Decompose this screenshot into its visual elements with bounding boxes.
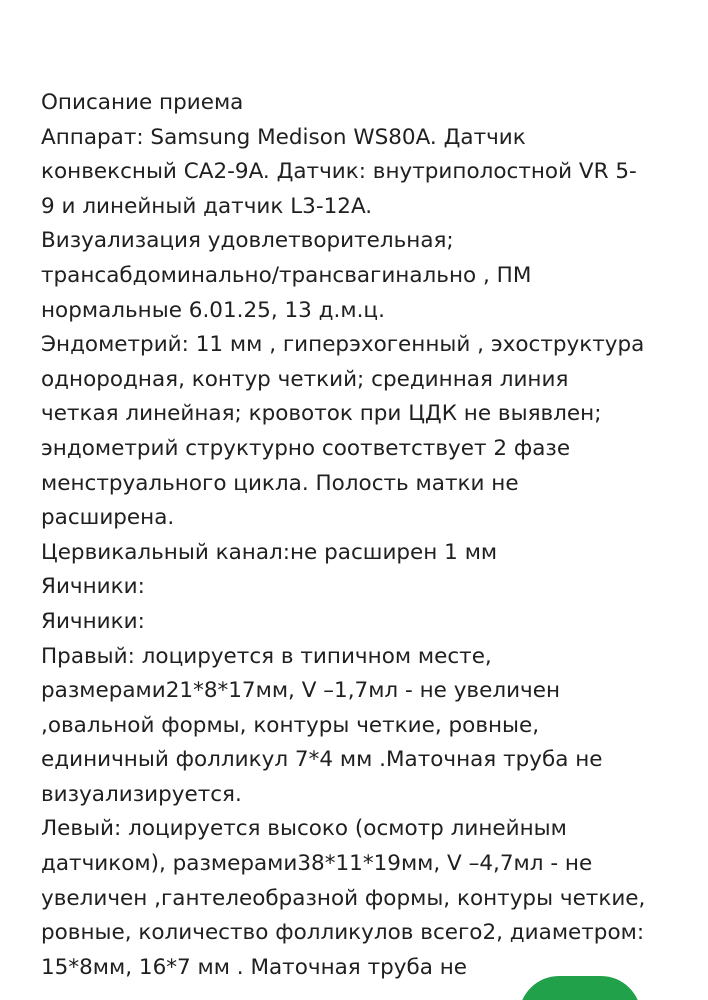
- text-line: Визуализация удовлетворительная;: [41, 228, 454, 254]
- text-line: ровные, количество фолликулов всего2, диаметром:: [41, 920, 645, 946]
- text-line: однородная, контур четкий; срединная линия: [41, 366, 569, 392]
- text-line: Эндометрий: 11 мм , гиперэхогенный , эхоструктура: [41, 332, 645, 358]
- text-line: увеличен ,гантелеобразной формы, контуры четкие,: [41, 885, 646, 911]
- text-line: размерами21*8*17мм, V –1,7мл - не увеличен: [41, 678, 561, 704]
- text-line: Описание приема: [41, 90, 244, 115]
- text-line: единичный фолликул 7*4 мм .Маточная труба не: [41, 747, 603, 773]
- text-line: визуализируется.: [41, 781, 242, 807]
- text-line: Левый: лоцируется высоко (осмотр линейным: [41, 816, 567, 842]
- text-line: эндометрий структурно соответствует 2 фазе: [41, 435, 571, 461]
- text-line: 9 и линейный датчик L3-12A.: [41, 193, 373, 219]
- text-line: нормальные 6.01.25, 13 д.м.ц.: [41, 297, 385, 323]
- text-line: менструального цикла. Полость матки не: [41, 470, 519, 496]
- text-line: 15*8мм, 16*7 мм . Маточная труба не: [41, 954, 468, 980]
- text-line: Аппарат: Samsung Medison WS80A. Датчик: [41, 124, 526, 150]
- text-line: трансабдоминально/трансвагинально , ПМ: [41, 262, 532, 288]
- text-line: ,овальной формы, контуры четкие, ровные,: [41, 712, 540, 738]
- text-line: четкая линейная; кровоток при ЦДК не выявлен;: [41, 401, 602, 427]
- document-text: [41, 86, 691, 985]
- text-line: расширена.: [41, 505, 175, 531]
- text-line: датчиком), размерами38*11*19мм, V –4,7мл - не: [41, 851, 593, 877]
- text-line: Яичники:: [41, 574, 145, 600]
- text-line: Цервикальный канал:не расширен 1 мм: [41, 539, 498, 565]
- text-line: конвексный CA2-9A. Датчик: внутриполостной VR 5-: [41, 159, 637, 185]
- text-line: Правый: лоцируется в типичном месте,: [41, 643, 492, 669]
- text-line: Яичники:: [41, 608, 145, 634]
